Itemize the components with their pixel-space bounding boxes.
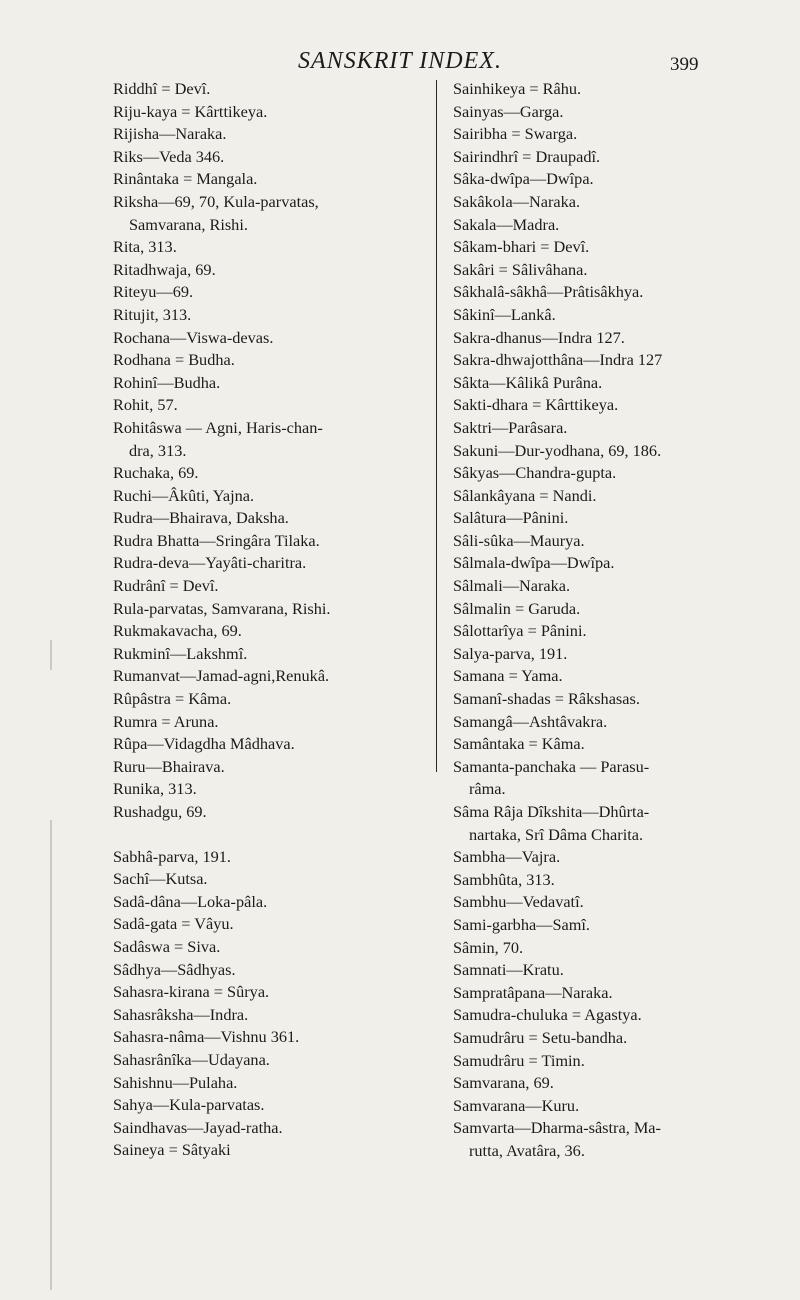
index-entry: Sâkinî—Lankâ. [453, 304, 556, 324]
index-entry: Sami-garbha—Samî. [453, 914, 591, 934]
index-entry: Rudra-deva—Yayâti-charitra. [113, 553, 307, 573]
index-entry: Ritujit, 313. [113, 304, 192, 324]
index-entry: Sahya—Kula-parvatas. [113, 1095, 265, 1115]
index-entry: Salya-parva, 191. [453, 643, 568, 663]
index-entry: Salâtura—Pânini. [453, 508, 569, 528]
index-entry: Samana = Yama. [453, 666, 563, 686]
index-entry: Saineya = Sâtyaki [113, 1140, 231, 1160]
index-entry: Rohinî—Budha. [113, 372, 221, 392]
index-entry: Samudrâru = Timin. [453, 1050, 585, 1070]
index-entry: Riju-kaya = Kârttikeya. [113, 101, 268, 121]
index-entry: Sâli-sûka—Maurya. [453, 530, 585, 550]
index-entry: Sachî—Kutsa. [113, 869, 208, 889]
column-divider [436, 80, 437, 772]
index-entry: rutta, Avatâra, 36. [469, 1140, 585, 1160]
index-entry: Samvarana, Rishi. [129, 214, 248, 234]
index-entry: Rodhana = Budha. [113, 350, 235, 370]
index-entry: Sahasrânîka—Udayana. [113, 1049, 270, 1069]
index-entry: Rohit, 57. [113, 395, 178, 415]
index-entry: Sakala—Madra. [453, 214, 560, 234]
index-entry: Sahasra-kirana = Sûrya. [113, 982, 270, 1002]
index-column-left [113, 78, 433, 1162]
index-column-right [453, 78, 753, 1163]
index-entry: Sakuni—Dur-yodhana, 69, 186. [453, 440, 662, 460]
index-entry: Sâlmala-dwîpa—Dwîpa. [453, 553, 615, 573]
index-entry: râma. [469, 779, 506, 799]
index-entry: Samangâ—Ashtâvakra. [453, 711, 608, 731]
index-entry: Sâka-dwîpa—Dwîpa. [453, 169, 594, 189]
page-number: 399 [670, 54, 699, 75]
index-entry: Riksha—69, 70, Kula-parvatas, [113, 191, 319, 211]
index-entry: Rumanvat—Jamad-agni,Renukâ. [113, 666, 330, 686]
index-entry: Rukmakavacha, 69. [113, 621, 242, 641]
index-entry: Samvarta—Dharma-sâstra, Ma- [453, 1118, 661, 1138]
index-entry: Sâlmalin = Garuda. [453, 598, 581, 618]
index-entry: Sâlankâyana = Nandi. [453, 485, 597, 505]
index-entry: Samudrâru = Setu-bandha. [453, 1027, 628, 1047]
index-entry: Sampratâpana—Naraka. [453, 982, 613, 1002]
index-entry: Ruchi—Âkûti, Yajna. [113, 485, 255, 505]
index-entry: Saktri—Parâsara. [453, 417, 568, 437]
index-entry: Ruchaka, 69. [113, 463, 199, 483]
index-entry: Sâma Râja Dîkshita—Dhûrta- [453, 802, 650, 821]
index-entry: Ritadhwaja, 69. [113, 259, 216, 279]
index-entry: Saindhavas—Jayad-ratha. [113, 1117, 283, 1137]
index-entry: Sakti-dhara = Kârttikeya. [453, 395, 619, 415]
section-gap [113, 824, 433, 846]
index-entry: Sainhikeya = Râhu. [453, 79, 582, 98]
index-entry: Rudra—Bhairava, Daksha. [113, 508, 289, 528]
index-entry: Rochana—Viswa-devas. [113, 327, 274, 347]
index-entry: Sahasra-nâma—Vishnu 361. [113, 1027, 300, 1047]
index-entry: Runika, 313. [113, 779, 197, 799]
index-entry: Sambha—Vajra. [453, 847, 561, 867]
index-entry: Samanta-panchaka — Parasu- [453, 756, 650, 776]
index-entry: Riks—Veda 346. [113, 146, 225, 166]
index-entry: Samnati—Kratu. [453, 960, 564, 980]
index-entry: Sadâswa = Siva. [113, 936, 221, 956]
index-entry: Sâkhalâ-sâkhâ—Prâtisâkhya. [453, 282, 644, 302]
margin-mark [50, 640, 52, 670]
index-entry: Sakra-dhanus—Indra 127. [453, 327, 625, 347]
running-title: SANSKRIT INDEX. [298, 48, 502, 74]
index-entry: Samudra-chuluka = Agastya. [453, 1005, 642, 1025]
index-entry: Sambhûta, 313. [453, 869, 555, 889]
index-entry: Rudra Bhatta—Sringâra Tilaka. [113, 530, 320, 550]
index-entry: Rula-parvatas, Samvarana, Rishi. [113, 598, 331, 618]
index-entry: Riteyu—69. [113, 282, 194, 302]
index-entry: nartaka, Srî Dâma Charita. [469, 824, 644, 844]
index-entry: Samanî-shadas = Râkshasas. [453, 689, 640, 709]
index-entry: Rudrânî = Devî. [113, 576, 219, 596]
index-entry: Sâkam-bhari = Devî. [453, 237, 590, 257]
index-entry: Sâlmali—Naraka. [453, 576, 571, 596]
index-entry: Rûpa—Vidagdha Mâdhava. [113, 734, 295, 754]
index-entry: Rijisha—Naraka. [113, 124, 227, 144]
index-entry: Sakâri = Sâlivâhana. [453, 259, 588, 279]
index-entry: Sâkyas—Chandra-gupta. [453, 463, 617, 483]
index-entry: Sadâ-gata = Vâyu. [113, 914, 234, 934]
index-entry: Sahishnu—Pulaha. [113, 1072, 238, 1092]
index-entry: Sairibha = Swarga. [453, 124, 578, 144]
index-entry: Rohitâswa — Agni, Haris-chan- [113, 417, 323, 437]
index-entry: Samvarana, 69. [453, 1073, 554, 1093]
margin-mark [50, 820, 52, 1290]
index-entry: Ruru—Bhairava. [113, 756, 225, 776]
index-entry: Sakâkola—Naraka. [453, 191, 581, 211]
index-entry: Rukminî—Lakshmî. [113, 643, 248, 663]
index-entry: Sakra-dhwajotthâna—Indra 127 [453, 350, 663, 370]
index-entry: Rumra = Aruna. [113, 711, 219, 731]
index-entry: Sambhu—Vedavatî. [453, 892, 584, 912]
index-entry: Sâlottarîya = Pânini. [453, 621, 587, 641]
index-entry: Rita, 313. [113, 237, 177, 257]
index-entry: Sadâ-dâna—Loka-pâla. [113, 891, 268, 911]
index-entry: Sâkta—Kâlikâ Purâna. [453, 372, 603, 392]
index-entry: Samântaka = Kâma. [453, 734, 585, 754]
index-entry: Sâmin, 70. [453, 937, 524, 957]
index-entry: Samvarana—Kuru. [453, 1095, 580, 1115]
page-header [0, 48, 800, 82]
index-entry: Rushadgu, 69. [113, 802, 207, 821]
index-entry: Sairindhrî = Draupadî. [453, 146, 601, 166]
index-entry: Sabhâ-parva, 191. [113, 846, 231, 866]
index-entry: Rûpâstra = Kâma. [113, 689, 232, 709]
index-entry: Sahasrâksha—Indra. [113, 1004, 249, 1024]
index-entry: dra, 313. [129, 440, 187, 460]
index-entry: Sâdhya—Sâdhyas. [113, 959, 236, 979]
index-entry: Sainyas—Garga. [453, 101, 564, 121]
index-entry: Rinântaka = Mangala. [113, 169, 258, 189]
index-entry: Riddhî = Devî. [113, 79, 211, 98]
